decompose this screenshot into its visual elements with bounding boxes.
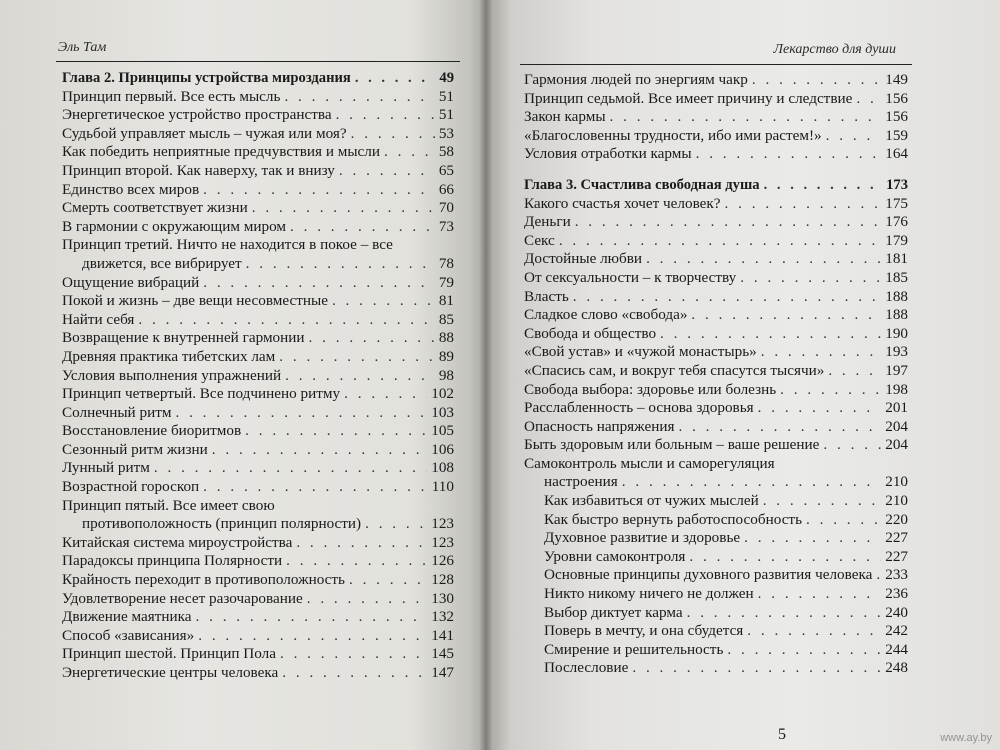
- toc-page-number: 106: [431, 440, 454, 458]
- toc-entry-title: Условия выполнения упражнений: [62, 366, 282, 384]
- toc-entry-title: Покой и жизнь – две вещи несовместные: [62, 292, 328, 310]
- toc-leader-dots: [761, 343, 881, 362]
- toc-entry: [62, 385, 454, 404]
- toc-page-number: 147: [431, 664, 454, 681]
- toc-entry-title: Основные принципы духовного развития человека: [544, 566, 873, 584]
- toc-entry-title: Глава 3. Счастлива свободная душа: [524, 176, 760, 193]
- toc-page-number: 105: [431, 422, 454, 440]
- toc-entry-title: Удовлетворение несет разочарование: [62, 589, 303, 607]
- toc-entry-title: Как быстро вернуть работоспособность: [544, 510, 802, 528]
- toc-leader-dots: [198, 627, 427, 646]
- toc-entry: [524, 269, 908, 288]
- toc-page-number: 185: [885, 268, 908, 286]
- toc-entry: [524, 548, 908, 567]
- toc-entry: [62, 367, 454, 386]
- toc-entry-title: Духовное развитие и здоровье: [544, 529, 741, 547]
- toc-page-number: 242: [885, 622, 908, 640]
- toc-entry-title: Принцип четвертый. Все подчинено ритму: [62, 385, 341, 403]
- toc-leader-dots: [351, 125, 435, 144]
- toc-entry: [524, 325, 908, 344]
- toc-entry: [524, 145, 908, 164]
- toc-entry-title: Гармония людей по энергиям чакр: [524, 71, 748, 88]
- toc-entry-title: Самоконтроль мысли и саморегуляция: [524, 454, 775, 472]
- toc-page-number: 188: [885, 287, 908, 305]
- toc-page-number: 123: [431, 533, 454, 551]
- toc-page-number: 65: [438, 161, 454, 179]
- toc-page-number: 66: [438, 180, 454, 198]
- toc-page-number: 128: [431, 571, 454, 589]
- toc-chapter-heading: [524, 176, 908, 195]
- toc-leader-dots: [284, 88, 434, 107]
- toc-leader-dots: [575, 213, 882, 232]
- toc-page-number: 175: [885, 194, 908, 212]
- toc-entry-title: Никто никому ничего не должен: [544, 585, 754, 603]
- toc-entry: [524, 108, 908, 127]
- toc-entry: [524, 511, 908, 530]
- toc-page-number: 173: [886, 176, 908, 193]
- toc-leader-dots: [876, 566, 881, 585]
- section-gap: [524, 164, 908, 176]
- toc-entry-title: Принцип седьмой. Все имеет причину и следствие: [524, 89, 853, 107]
- toc-page-number: 190: [885, 324, 908, 342]
- toc-leader-dots: [384, 143, 435, 162]
- toc-entry: [524, 641, 908, 660]
- toc-entry: [62, 88, 454, 107]
- toc-page-number: 197: [885, 361, 908, 379]
- toc-leader-dots: [336, 106, 435, 125]
- toc-left-column: [62, 69, 454, 683]
- toc-leader-dots: [245, 422, 427, 441]
- toc-entry-title: Какого счастья хочет человек?: [524, 194, 721, 212]
- toc-page-number: 227: [885, 529, 908, 547]
- toc-entry: [62, 534, 454, 553]
- toc-page-number: 51: [438, 87, 454, 105]
- toc-leader-dots: [727, 641, 881, 660]
- toc-page-number: 156: [885, 108, 908, 126]
- toc-entry: [524, 604, 908, 623]
- toc-entry: [62, 274, 454, 293]
- toc-page-number: 126: [431, 552, 454, 570]
- toc-leader-dots: [309, 329, 435, 348]
- toc-entry-title: Движение маятника: [62, 608, 192, 626]
- toc-entry-title: Как победить неприятные предчувствия и мысли: [62, 143, 381, 161]
- toc-entry-title: Принцип первый. Все есть мысль: [62, 87, 281, 105]
- toc-entry: [62, 497, 454, 516]
- toc-entry-title: Парадоксы принципа Полярности: [62, 552, 283, 570]
- toc-entry: [62, 627, 454, 646]
- toc-entry: [62, 143, 454, 162]
- toc-leader-dots: [725, 195, 882, 214]
- toc-leader-dots: [763, 492, 882, 511]
- toc-entry-title: Способ «зависания»: [62, 626, 195, 644]
- toc-leader-dots: [307, 590, 427, 609]
- toc-entry-title: Опасность напряжения: [524, 417, 675, 435]
- toc-entry-title: Секс: [524, 231, 555, 249]
- left-header-rule: [56, 61, 460, 62]
- toc-entry: [524, 195, 908, 214]
- toc-entry-title: Поверь в мечту, и она сбудется: [544, 622, 744, 640]
- toc-page-number: 88: [438, 329, 454, 347]
- toc-leader-dots: [332, 292, 435, 311]
- toc-entry: [62, 255, 454, 274]
- toc-leader-dots: [203, 274, 435, 293]
- toc-entry: [62, 292, 454, 311]
- toc-page-number: 149: [885, 71, 908, 88]
- toc-entry-title: Возрастной гороскоп: [62, 478, 200, 496]
- toc-leader-dots: [290, 218, 435, 237]
- toc-entry: [62, 218, 454, 237]
- toc-leader-dots: [610, 108, 882, 127]
- toc-entry-title: Смерть соответствует жизни: [62, 199, 248, 217]
- toc-page-number: 130: [431, 589, 454, 607]
- toc-entry-title: Закон кармы: [524, 108, 606, 126]
- toc-entry-title: Принцип третий. Ничто не находится в покое – все: [62, 236, 393, 254]
- toc-leader-dots: [339, 162, 435, 181]
- toc-entry: [524, 250, 908, 269]
- toc-entry: [62, 348, 454, 367]
- toc-entry: [524, 455, 908, 474]
- toc-entry-title: Сезонный ритм жизни: [62, 440, 208, 458]
- toc-page-number: 145: [431, 645, 454, 663]
- toc-leader-dots: [252, 199, 435, 218]
- toc-page-number: 156: [885, 89, 908, 107]
- toc-entry: [524, 529, 908, 548]
- toc-page-number: 53: [438, 124, 454, 142]
- toc-leader-dots: [296, 534, 427, 553]
- toc-entry-title: Свобода и общество: [524, 324, 657, 342]
- right-header-rule: [520, 64, 912, 65]
- toc-entry-title: Власть: [524, 287, 569, 305]
- toc-page-number: 188: [885, 306, 908, 324]
- toc-entry-title: Крайность переходит в противоположность: [62, 571, 345, 589]
- toc-page-number: 240: [885, 603, 908, 621]
- toc-leader-dots: [365, 515, 427, 534]
- toc-entry: [524, 343, 908, 362]
- toc-entry-title: Энергетическое устройство пространства: [62, 106, 332, 124]
- toc-entry: [62, 106, 454, 125]
- toc-leader-dots: [138, 311, 434, 330]
- toc-leader-dots: [632, 659, 881, 678]
- toc-entry-title: Солнечный ритм: [62, 403, 172, 421]
- toc-entry: [62, 404, 454, 423]
- toc-entry: [524, 622, 908, 641]
- toc-entry: [62, 608, 454, 627]
- toc-leader-dots: [740, 269, 881, 288]
- toc-page-number: 78: [438, 254, 454, 272]
- toc-entry-title: Выбор диктует карма: [544, 603, 683, 621]
- toc-entry-title: Лунный ритм: [62, 459, 150, 477]
- toc-leader-dots: [203, 478, 428, 497]
- toc-entry-title: Восстановление биоритмов: [62, 422, 242, 440]
- toc-page-number: 204: [885, 436, 908, 454]
- toc-entry-title: Принцип шестой. Принцип Пола: [62, 645, 276, 663]
- toc-leader-dots: [678, 418, 881, 437]
- toc-page-number: 204: [885, 417, 908, 435]
- toc-leader-dots: [349, 571, 427, 590]
- toc-entry-title: Ощущение вибраций: [62, 273, 200, 291]
- toc-entry-title: Достойные любви: [524, 250, 643, 268]
- toc-chapter-heading: [62, 69, 454, 88]
- toc-entry: [62, 515, 454, 534]
- toc-leader-dots: [689, 548, 881, 567]
- toc-entry: [62, 441, 454, 460]
- toc-entry-title: Единство всех миров: [62, 180, 200, 198]
- toc-page-number: 210: [885, 473, 908, 491]
- toc-page-number: 98: [438, 366, 454, 384]
- toc-leader-dots: [212, 441, 427, 460]
- toc-entry: [62, 329, 454, 348]
- toc-entry-title: Свобода выбора: здоровье или болезнь: [524, 380, 777, 398]
- toc-entry: [524, 585, 908, 604]
- toc-leader-dots: [203, 181, 435, 200]
- toc-page-number: 233: [885, 566, 908, 584]
- toc-leader-dots: [823, 436, 881, 455]
- toc-entry: [524, 566, 908, 585]
- toc-entry: [62, 125, 454, 144]
- toc-page-number: 123: [431, 515, 454, 533]
- toc-entry: [524, 362, 908, 381]
- toc-page-number: 164: [885, 145, 908, 163]
- book-gutter: [478, 0, 494, 750]
- toc-entry: [524, 71, 908, 90]
- toc-leader-dots: [344, 385, 427, 404]
- toc-leader-dots: [764, 176, 883, 195]
- toc-entry-title: Принцип пятый. Все имеет свою: [62, 496, 275, 514]
- toc-entry: [62, 478, 454, 497]
- toc-page-number: 193: [885, 343, 908, 361]
- toc-entry-title: Быть здоровым или больным – ваше решение: [524, 436, 820, 454]
- toc-entry: [62, 199, 454, 218]
- watermark: www.ay.by: [940, 732, 992, 744]
- toc-entry-title: противоположность (принцип полярности): [82, 515, 362, 533]
- toc-entry-title: Китайская система мироустройства: [62, 533, 293, 551]
- toc-page-number: 201: [885, 399, 908, 417]
- toc-page-number: 220: [885, 510, 908, 528]
- toc-page-number: 244: [885, 640, 908, 658]
- toc-entry: [62, 422, 454, 441]
- toc-entry: [524, 418, 908, 437]
- toc-entry-title: «Благословенны трудности, ибо ими растем!»: [524, 126, 822, 144]
- toc-leader-dots: [286, 552, 427, 571]
- toc-page-number: 176: [885, 213, 908, 231]
- toc-leader-dots: [196, 608, 428, 627]
- toc-entry-title: Древняя практика тибетских лам: [62, 347, 276, 365]
- toc-right-column: [524, 71, 908, 678]
- toc-page-number: 179: [885, 231, 908, 249]
- toc-page-number: 141: [431, 626, 454, 644]
- toc-entry: [62, 571, 454, 590]
- toc-entry: [524, 381, 908, 400]
- toc-leader-dots: [687, 604, 882, 623]
- toc-entry-title: Смирение и решительность: [544, 640, 724, 658]
- toc-leader-dots: [856, 90, 881, 109]
- toc-entry-title: движется, все вибрирует: [82, 254, 242, 272]
- toc-leader-dots: [175, 404, 427, 423]
- toc-page-number: 79: [438, 273, 454, 291]
- toc-entry: [62, 162, 454, 181]
- toc-right-top-group: [524, 71, 908, 164]
- toc-entry: [524, 90, 908, 109]
- toc-page-number: 227: [885, 547, 908, 565]
- toc-leader-dots: [660, 325, 881, 344]
- toc-entry-title: Деньги: [524, 213, 571, 231]
- toc-entry-title: Энергетические центры человека: [62, 664, 279, 681]
- toc-entry: [524, 232, 908, 251]
- toc-leader-dots: [285, 367, 435, 386]
- toc-leader-dots: [758, 585, 882, 604]
- toc-entry: [524, 213, 908, 232]
- toc-page-number: 49: [439, 70, 454, 86]
- toc-entry-title: Уровни самоконтроля: [544, 547, 686, 565]
- toc-leader-dots: [280, 645, 427, 664]
- toc-right-bottom-group: [524, 176, 908, 678]
- right-running-head: Лекарство для души: [773, 42, 896, 57]
- toc-leader-dots: [691, 306, 881, 325]
- toc-page-number: 210: [885, 492, 908, 510]
- toc-entry: [62, 645, 454, 664]
- toc-page-number: 110: [431, 478, 454, 496]
- toc-page-number: 159: [885, 126, 908, 144]
- toc-leader-dots: [573, 288, 881, 307]
- toc-leader-dots: [806, 511, 881, 530]
- toc-entry-title: От сексуальности – к творчеству: [524, 268, 737, 286]
- toc-entry: [524, 306, 908, 325]
- toc-entry-title: Условия отработки кармы: [524, 145, 692, 163]
- toc-leader-dots: [282, 664, 427, 683]
- toc-leader-dots: [758, 399, 882, 418]
- toc-leader-dots: [646, 250, 881, 269]
- toc-entry-title: Судьбой управляет мысль – чужая или моя?: [62, 124, 347, 142]
- toc-leader-dots: [355, 69, 436, 88]
- toc-entry-title: «Свой устав» и «чужой монастырь»: [524, 343, 757, 361]
- toc-leader-dots: [154, 459, 427, 478]
- toc-entry-title: Принцип второй. Как наверху, так и внизу: [62, 161, 335, 179]
- toc-page-number: 198: [885, 380, 908, 398]
- toc-page-number: 236: [885, 585, 908, 603]
- toc-page-number: 108: [431, 459, 454, 477]
- toc-leader-dots: [559, 232, 881, 251]
- toc-leader-dots: [826, 127, 882, 146]
- left-running-head: Эль Там: [58, 40, 107, 55]
- toc-entry-title: Сладкое слово «свобода»: [524, 306, 688, 324]
- toc-entry: [524, 127, 908, 146]
- toc-page-number: 181: [885, 250, 908, 268]
- toc-leader-dots: [780, 381, 881, 400]
- toc-entry: [524, 436, 908, 455]
- toc-entry: [524, 473, 908, 492]
- toc-entry-title: Послесловие: [544, 659, 629, 677]
- toc-entry-title: Возвращение к внутренней гармонии: [62, 329, 305, 347]
- toc-page-number: 73: [438, 217, 454, 235]
- toc-entry-title: «Спасись сам, и вокруг тебя спасутся тысячи»: [524, 361, 825, 379]
- toc-leader-dots: [622, 473, 881, 492]
- toc-page-number: 70: [438, 199, 454, 217]
- toc-leader-dots: [696, 145, 882, 164]
- toc-page-number: 103: [431, 403, 454, 421]
- toc-leader-dots: [747, 622, 881, 641]
- toc-entry: [62, 664, 454, 683]
- toc-entry-title: Как избавиться от чужих мыслей: [544, 492, 759, 510]
- toc-entry-title: настроения: [544, 473, 618, 491]
- toc-page-number: 248: [885, 659, 908, 677]
- toc-page-number: 51: [438, 106, 454, 124]
- toc-entry: [62, 552, 454, 571]
- toc-entry: [524, 399, 908, 418]
- toc-entry: [62, 459, 454, 478]
- toc-entry: [524, 288, 908, 307]
- toc-entry: [62, 311, 454, 330]
- toc-entry-title: Найти себя: [62, 310, 135, 328]
- toc-leader-dots: [279, 348, 435, 367]
- toc-leader-dots: [752, 71, 881, 90]
- toc-page-number: 81: [438, 292, 454, 310]
- toc-entry-title: В гармонии с окружающим миром: [62, 217, 287, 235]
- toc-leader-dots: [246, 255, 435, 274]
- toc-entry: [524, 659, 908, 678]
- toc-entry: [62, 236, 454, 255]
- toc-leader-dots: [744, 529, 881, 548]
- toc-page-number: 132: [431, 608, 454, 626]
- page-number: 5: [778, 726, 786, 743]
- toc-page-number: 58: [438, 143, 454, 161]
- toc-entry: [62, 590, 454, 609]
- toc-page-number: 102: [431, 385, 454, 403]
- toc-leader-dots: [828, 362, 881, 381]
- toc-entry: [524, 492, 908, 511]
- toc-entry: [62, 181, 454, 200]
- toc-page-number: 85: [438, 310, 454, 328]
- toc-entry-title: Расслабленность – основа здоровья: [524, 399, 754, 417]
- toc-page-number: 89: [438, 347, 454, 365]
- toc-entry-title: Глава 2. Принципы устройства мироздания: [62, 70, 351, 86]
